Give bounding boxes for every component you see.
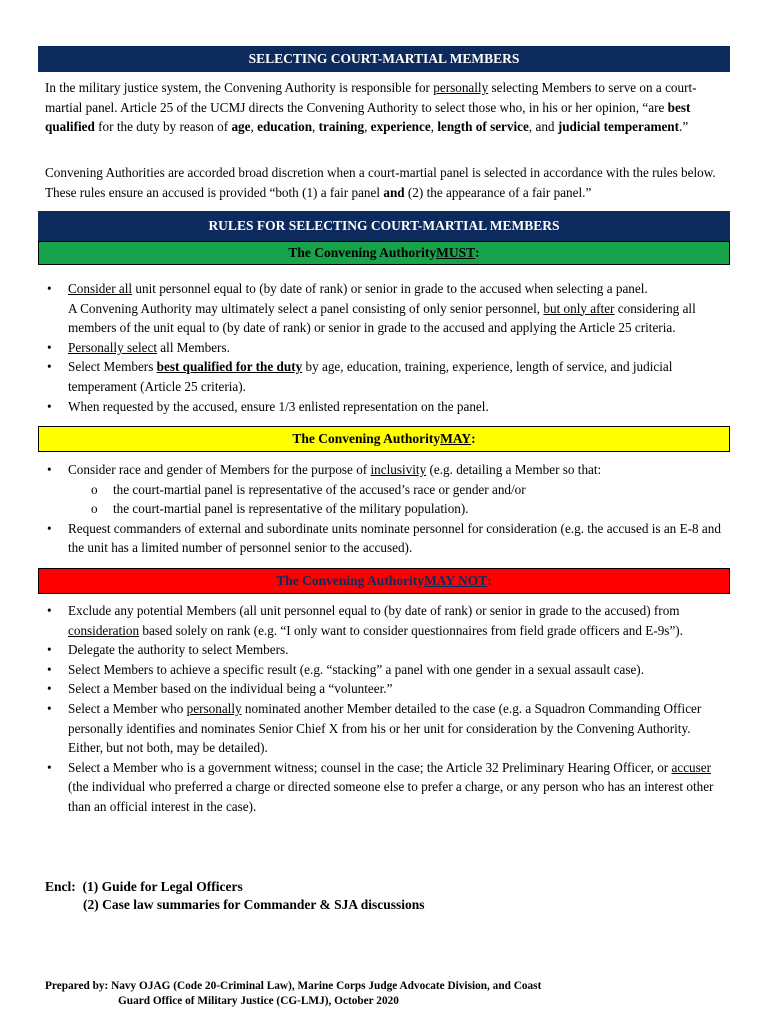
- list-item: • Consider all unit personnel equal to (by date of rank) or senior in grade to the accused when selecting a panel. A Convening Authority may ultimately select a panel consisting of only senior personnel, but only after considering all members of the unit equal to (by date of rank) or senior in grade to the accused and applying the Article 25 criteria.: [47, 281, 696, 336]
- sub-list-item: o the court-martial panel is representative of the military population).: [68, 499, 725, 519]
- sub-list-item: o the court-martial panel is representative of the accused’s race or gender and/or: [68, 480, 725, 500]
- may-header: The Convening Authority MAY :: [38, 426, 730, 452]
- list-item: • Request commanders of external and subordinate units nominate personnel for consideration (e.g. the accused is an E-8 and the unit has a limited number of personnel senior to the accused).: [47, 520, 721, 556]
- bullet-icon: •: [47, 281, 52, 296]
- enclosures: [45, 878, 425, 914]
- may-not-list: [45, 601, 725, 817]
- bullet-icon: •: [47, 661, 52, 677]
- bullet-icon: •: [47, 603, 52, 618]
- may-not-header: The Convening Authority MAY NOT :: [38, 568, 730, 594]
- list-item: • Exclude any potential Members (all unit personnel equal to (by date of rank) or senior in grade to the accused) from consideration based solely on rank (e.g. “I only want to consider questionnaires from field grade officers and E-9s”).: [47, 603, 683, 638]
- list-item: • When requested by the accused, ensure 1/3 enlisted representation on the panel.: [45, 397, 725, 417]
- prepared-by: Prepared by: Navy OJAG (Code 20-Criminal Law), Marine Corps Judge Advocate Division, and Coast Guard Office of Military Justice (CG-LMJ), October 2020: [45, 980, 542, 1007]
- intro-paragraph-1: In the military justice system, the Convening Authority is responsible for personally selecting Members to serve on a court-martial panel. Article 25 of the UCMJ directs the Convening Authority to select those who, in his or her opinion, “are best qualified for the duty by reason of age, education, training, experience, length of service, and judicial temperament.”: [45, 80, 697, 135]
- encl-item-1: (1) Guide for Legal Officers: [82, 879, 243, 894]
- bullet-icon: •: [47, 462, 52, 477]
- bullet-icon: •: [47, 681, 52, 697]
- list-item: • Select Members to achieve a specific result (e.g. “stacking” a panel with one gender in a sexual assault case).: [45, 660, 725, 680]
- bullet-icon: •: [47, 642, 52, 658]
- must-header: The Convening Authority MUST :: [38, 241, 730, 265]
- list-item: • Consider race and gender of Members for the purpose of inclusivity (e.g. detailing a Member so that: o the court-martial panel is representative of the accused’s race or gender and/or o the court-martial panel is representative of the military population).: [45, 460, 725, 519]
- bullet-icon: •: [47, 700, 52, 716]
- encl-item-2: (2) Case law summaries for Commander & SJA discussions: [83, 897, 425, 912]
- list-item: • Select a Member who personally nominated another Member detailed to the case (e.g. a Squadron Commanding Officer personally identifies and nominates Senior Chief X from his or her unit for consideration by the Convening Authority. Either, but not both, may be detailed).: [47, 700, 702, 756]
- bullet-icon: •: [47, 359, 52, 375]
- list-item: • Select a Member who is a government witness; counsel in the case; the Article 32 Preliminary Hearing Officer, or accuser (the individual who preferred a charge or directed someone else to prefer a charge, or any person who has an interest other than an official interest in the case).: [47, 759, 714, 814]
- bullet-icon: •: [47, 520, 52, 536]
- list-item: • Personally select all Members.: [45, 338, 725, 358]
- bullet-icon: •: [47, 759, 52, 775]
- list-item: • Select Members best qualified for the duty by age, education, training, experience, length of service, and judicial temperament (Article 25 criteria).: [47, 359, 673, 394]
- intro-paragraph-2: Convening Authorities are accorded broad discretion when a court-martial panel is selected in accordance with the rules below. These rules ensure an accused is provided “both (1) a fair panel and (2) the appearance of a fair panel.”: [45, 165, 716, 200]
- sub-bullet-icon: o: [91, 501, 98, 517]
- rules-title: RULES FOR SELECTING COURT-MARTIAL MEMBERS: [208, 218, 560, 233]
- must-list: [45, 279, 725, 416]
- bullet-icon: •: [47, 398, 52, 414]
- rules-banner: [38, 211, 730, 241]
- encl-label: Encl:: [45, 879, 76, 894]
- list-item: • Select a Member based on the individual being a “volunteer.”: [45, 679, 725, 699]
- bullet-icon: •: [47, 339, 52, 355]
- may-list: [45, 460, 725, 558]
- page-title: SELECTING COURT-MARTIAL MEMBERS: [248, 51, 520, 66]
- sub-bullet-icon: o: [91, 481, 98, 497]
- may-sublist: [68, 480, 725, 519]
- title-banner: [38, 46, 730, 72]
- list-item: • Delegate the authority to select Members.: [45, 640, 725, 660]
